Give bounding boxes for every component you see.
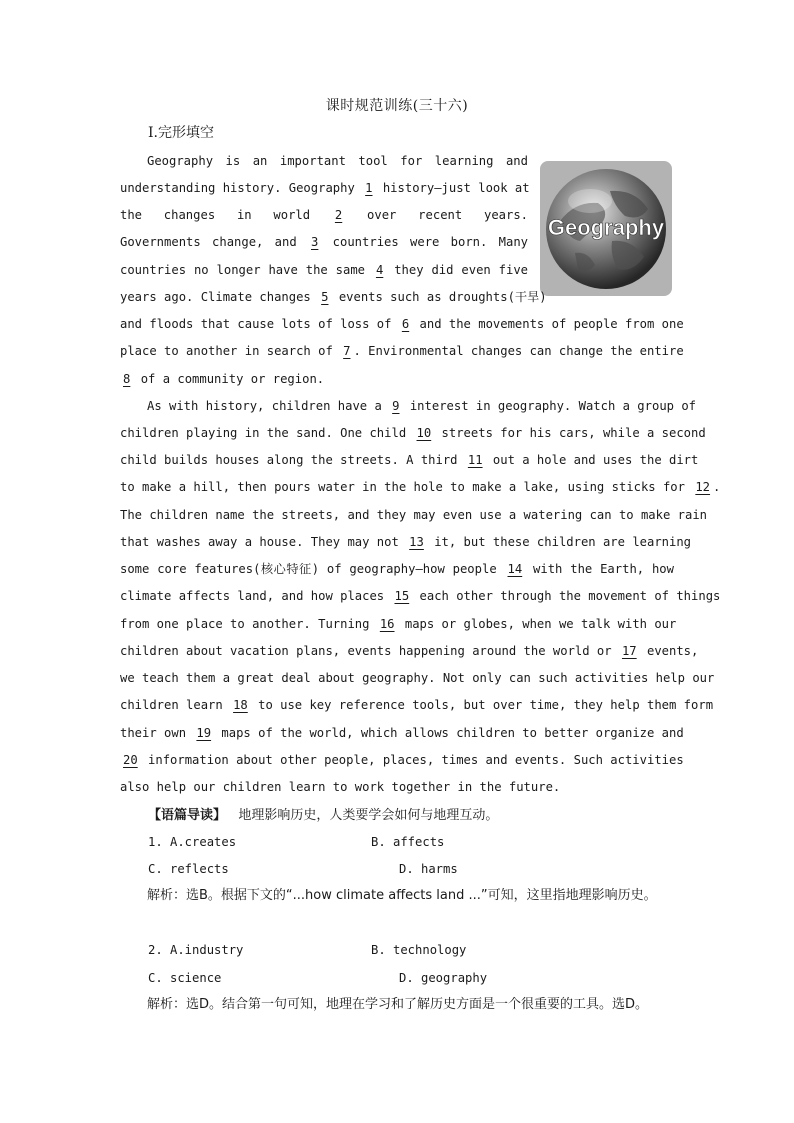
q1-option-d[interactable]: D. harms <box>399 862 458 876</box>
blank-7[interactable]: 7 <box>343 344 351 358</box>
blank-9[interactable]: 9 <box>392 399 400 413</box>
blank-11[interactable]: 11 <box>467 453 483 467</box>
blank-4[interactable]: 4 <box>375 263 384 277</box>
page-title: 课时规范训练(三十六) <box>325 98 469 114</box>
geography-globe-image <box>540 161 672 296</box>
blank-5[interactable]: 5 <box>321 290 329 304</box>
blank-18[interactable]: 18 <box>233 698 248 712</box>
section-heading: Ⅰ.完形填空 <box>148 125 214 141</box>
q2-option-d[interactable]: D. geography <box>399 971 488 985</box>
passage-line: and floods that cause lots of loss of 6 and the movements of people from one <box>120 317 684 331</box>
q1-option-b[interactable]: B. affects <box>371 835 445 849</box>
q1-option-a[interactable]: 1. A.creates <box>148 835 237 849</box>
passage-line: Geography is an important tool for learning and <box>147 154 528 168</box>
blank-6[interactable]: 6 <box>401 317 410 331</box>
passage-line: child builds houses along the streets. A third 11 out a hole and uses the dirt <box>120 453 699 467</box>
q2-explanation: 解析：选D。结合第一句可知，地理在学习和了解历史方面是一个很重要的工具。选D。 <box>147 997 649 1012</box>
passage-line: 8 of a community or region. <box>120 370 674 388</box>
passage-line: children playing in the sand. One child 10 streets for his cars, while a second <box>120 426 706 440</box>
passage-line: 20 information about other people, places, times and events. Such activities <box>120 751 674 769</box>
blank-20[interactable]: 20 <box>123 753 138 767</box>
blank-14[interactable]: 14 <box>507 562 523 576</box>
passage-line: countries no longer have the same 4 they did even five <box>120 263 529 277</box>
passage-line: years ago. Climate changes 5 events such as droughts(干旱) <box>120 290 547 304</box>
passage-line: children learn 18 to use key reference tools, but over time, they help them form <box>120 698 714 712</box>
passage-line: that washes away a house. They may not 13 it, but these children are learning <box>120 535 692 549</box>
passage-line: understanding history. Geography 1 history—just look at <box>120 181 530 195</box>
blank-17[interactable]: 17 <box>621 644 637 658</box>
passage-guide <box>148 804 498 823</box>
passage-line: climate affects land, and how places 15 each other through the movement of things <box>120 589 721 603</box>
q2-option-a[interactable]: 2. A.industry <box>148 943 244 957</box>
guide-text: 地理影响历史，人类要学会如何与地理互动。 <box>238 808 499 823</box>
passage-line: place to another in search of 7 . Environmental changes can change the entire <box>120 344 684 358</box>
q1-explanation: 解析：选B。根据下文的“...how climate affects land ...”可知，这里指地理影响历史。 <box>147 888 657 903</box>
passage-line: some core features(核心特征) of geography—how people 14 with the Earth, how <box>120 562 674 576</box>
passage-line: Governments change, and 3 countries were born. Many <box>120 235 529 249</box>
passage-line: children about vacation plans, events happening around the world or 17 events, <box>120 644 699 658</box>
guide-tag: 【语篇导读】 <box>148 808 227 823</box>
blank-15[interactable]: 15 <box>394 589 410 603</box>
passage-line: from one place to another. Turning 16 maps or globes, when we talk with our <box>120 617 677 631</box>
q1-option-c[interactable]: C. reflects <box>148 862 229 876</box>
passage-line: their own 19 maps of the world, which allows children to better organize and <box>120 726 684 740</box>
passage-line: we teach them a great deal about geography. Not only can such activities help our <box>120 671 715 685</box>
blank-13[interactable]: 13 <box>409 535 424 549</box>
passage-line: The children name the streets, and they may even use a watering can to make rain <box>120 508 707 522</box>
passage-line: As with history, children have a 9 interest in geography. Watch a group of <box>147 399 697 413</box>
q2-option-b[interactable]: B. technology <box>371 943 467 957</box>
blank-16[interactable]: 16 <box>379 617 395 631</box>
blank-8[interactable]: 8 <box>123 372 131 386</box>
blank-1[interactable]: 1 <box>365 181 373 195</box>
blank-19[interactable]: 19 <box>196 726 212 740</box>
blank-12[interactable]: 12 <box>695 480 711 494</box>
passage-line: also help our children learn to work together in the future. <box>120 780 561 794</box>
q2-option-c[interactable]: C. science <box>148 971 222 985</box>
blank-2[interactable]: 2 <box>334 208 343 222</box>
blank-3[interactable]: 3 <box>311 235 319 249</box>
geography-image-label: Geography <box>547 215 665 240</box>
passage-line: to make a hill, then pours water in the hole to make a lake, using sticks for 12 . <box>120 480 721 494</box>
blank-10[interactable]: 10 <box>416 426 432 440</box>
passage-line: the changes in world 2 over recent years. <box>120 208 529 222</box>
